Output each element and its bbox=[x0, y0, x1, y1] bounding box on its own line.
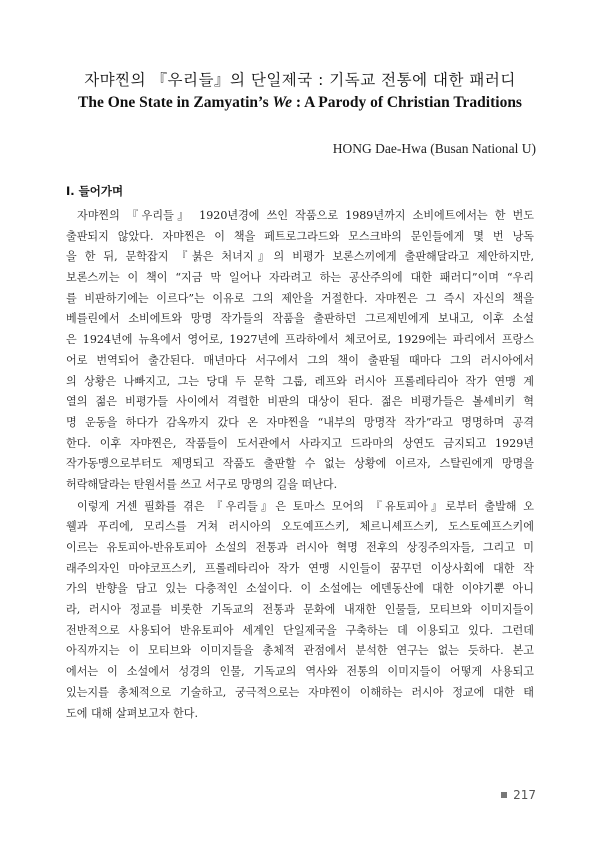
paragraph-2 bbox=[66, 497, 534, 725]
english-title-part-2: : A Parody of Christian Traditions bbox=[292, 94, 522, 111]
text-line: 어로 번역되어 출간된다. 매년마다 서구에서 그의 책이 출판될 때마다 그의 러시아에서 bbox=[66, 353, 534, 367]
text-line: 도에 대해 살펴보고자 한다. bbox=[66, 706, 198, 720]
text-line: 이렇게 거센 필화를 겪은 『우리들』은 토마스 모어의 『유토피아』로부터 출발해 오 bbox=[77, 499, 534, 513]
body-text bbox=[66, 206, 534, 724]
text-line: 작가동맹으로부터도 제명되고 작품도 출판할 수 없는 상황에 이르자, 스탈린에게 망명을 bbox=[66, 457, 534, 471]
text-line: 가의 반향을 담고 있는 다층적인 소설이다. 이 소설에는 에덴동산에 대한 이야기뿐 아니 bbox=[66, 582, 534, 596]
text-line: 명 운동을 하다가 감옥까지 갔다 온 자먀찐을 “내부의 망명작 작가”라고 명명하며 공격 bbox=[66, 415, 534, 429]
section-heading: I. 들어가며 bbox=[66, 184, 124, 198]
text-line: 있는지를 총체적으로 기술하고, 궁극적으로는 자먀찐이 이해하는 러시아 정교에 대한 태 bbox=[66, 685, 534, 699]
square-bullet-icon bbox=[501, 792, 507, 798]
text-line: 한다. 이후 자먀찐은, 작품들이 도서관에서 사라지고 드라마의 상연도 금지되고 1929년 bbox=[66, 436, 534, 450]
text-line: 열의 젊은 비평가들 사이에서 격렬한 비판의 대상이 된다. 젊은 비평가들은 볼셰비키 혁 bbox=[66, 395, 534, 409]
paragraph-1 bbox=[66, 206, 534, 496]
text-line: 라, 러시아 정교를 비롯한 기독교의 전통과 문화에 내재한 인물들, 모티브와 이미지들이 bbox=[66, 603, 534, 617]
text-line: 를 비판하기에는 이르다”는 이유로 그의 제안을 거절한다. 자먀찐은 그 즉시 자신의 책을 bbox=[66, 291, 534, 305]
text-line: 아직까지는 이 모티브와 이미지들을 총체적 관점에서 분석한 연구는 없는 듯하다. 본고 bbox=[66, 644, 534, 658]
page-number bbox=[501, 788, 536, 802]
text-line: 이르는 유토피아-반유토피아 소설의 전통과 러시아 혁명 전후의 상징주의자들, 그리고 미 bbox=[66, 541, 534, 554]
korean-title: 자먀찐의 『우리들』의 단일제국 : 기독교 전통에 대한 패러디 bbox=[84, 71, 516, 89]
text-line: 허락해달라는 탄원서를 쓰고 서구로 망명의 길을 떠난다. bbox=[66, 477, 338, 491]
english-title-part-1: The One State in Zamyatin’s bbox=[78, 94, 273, 111]
text-line: 의 상황은 나빠지고, 그는 당대 두 문학 그룹, 레프와 러시아 프롤레타리아 작가 연맹 계 bbox=[66, 374, 534, 388]
text-line: 베를린에서 소비에트와 망명 작가들의 작품을 출판하던 그르제빈에게 보내고, 이후 소설 bbox=[66, 312, 534, 326]
author-line: HONG Dae-Hwa (Busan National U) bbox=[332, 141, 536, 156]
page-number-text: 217 bbox=[513, 788, 536, 802]
text-line: 래주의자인 마야코프스키, 프롤레타리아 작가 연맹 시인들이 꿈꾸던 이상사회에 대한 작 bbox=[66, 561, 534, 575]
text-line: 전반적으로 사용되어 반유토피아 세계인 단일제국을 구축하는 데 이용되고 있다. 그런데 bbox=[66, 623, 534, 637]
text-line: 출판되지 않았다. 자먀찐은 이 책을 페트로그라드와 모스크바의 문인들에게 몇 번 낭독 bbox=[66, 229, 534, 243]
text-line: 보론스끼는 이 책이 “지금 막 일어나 자라려고 하는 공산주의에 대한 패러디”이며 “우리 bbox=[66, 271, 534, 285]
text-line: 에서는 이 소설에서 성경의 인물, 기독교의 역사와 전통의 이미지들이 어떻게 사용되고 bbox=[66, 665, 534, 679]
text-line: 웰과 푸리에, 모리스를 거쳐 러시아의 오도예프스키, 체르니셰프스키, 도스토예프스키에 bbox=[66, 520, 534, 534]
text-line: 은 1924년에 뉴욕에서 영어로, 1927년에 프라하에서 체코어로, 1929에는 파리에서 프랑스 bbox=[66, 333, 534, 347]
english-title bbox=[0, 94, 600, 112]
english-title-italic-work: We bbox=[272, 94, 293, 111]
text-line: 자먀찐의 『우리들』 1920년경에 쓰인 작품으로 1989년까지 소비에트에서는 한 번도 bbox=[77, 209, 534, 222]
text-line: 을 한 뒤, 문학잡지 『붉은 처녀지』의 비평가 보론스끼에게 출판해달라고 제안하지만, bbox=[66, 250, 534, 264]
